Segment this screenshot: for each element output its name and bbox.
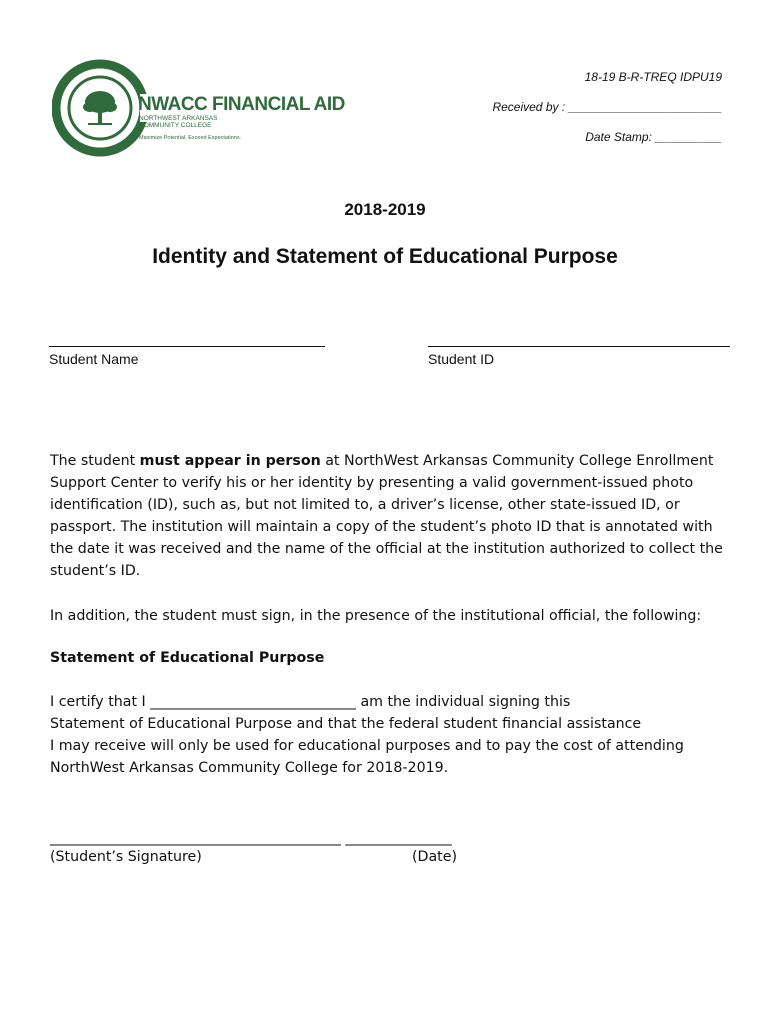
logo-emblem: [52, 58, 152, 158]
student-name-label: Student Name: [49, 351, 139, 367]
statement-heading: Statement of Educational Purpose: [50, 650, 325, 666]
logo-subtitle: NORTHWEST ARKANSAS COMMUNITY COLLEGE: [139, 115, 218, 129]
document-title: Identity and Statement of Educational Purpose: [152, 245, 618, 268]
received-by-field: Received by : _______________________: [492, 100, 722, 114]
form-code: 18-19 B-R-TREQ IDPU19: [584, 70, 722, 84]
document-year: 2018-2019: [344, 200, 426, 219]
certify-line-2: Statement of Educational Purpose and that the federal student financial assistance: [50, 716, 642, 732]
student-name-line: [49, 346, 325, 347]
logo-tagline: Maximize Potential. Exceed Expectations.: [139, 135, 242, 141]
certify-line-3: I may receive will only be used for educational purposes and to pay the cost of attending: [50, 738, 684, 754]
tree-icon: [83, 91, 117, 125]
date-label: (Date): [412, 849, 457, 865]
certify-line-4: NorthWest Arkansas Community College for 2018-2019.: [50, 760, 449, 776]
identity-paragraph: [50, 450, 730, 582]
p1-emphasis: must appear in person: [139, 453, 321, 469]
sign-instruction-paragraph: In addition, the student must sign, in the presence of the institutional official, the following:: [50, 608, 702, 624]
student-id-line: [428, 346, 730, 347]
signature-label: (Student’s Signature): [50, 849, 202, 865]
date-stamp-field: Date Stamp: __________: [585, 130, 722, 144]
student-id-label: Student ID: [428, 351, 495, 367]
nwacc-logo: [52, 58, 345, 158]
p1-rest: at NorthWest Arkansas Community College Enrollment Support Center to verify his or her identity by presenting a valid government-issued photo identification (ID), such as, but not limited to, a driver’s license, other state-issued ID, or passport. The institution will maintain a copy of the student’s photo ID that is annotated with the date it was received and the name of the official at the institution authorized to collect the student’s ID.: [50, 453, 723, 579]
signature-lines: _________________________________________ _______________: [50, 830, 452, 846]
p1-intro: The student: [50, 453, 140, 469]
certify-line-1: I certify that I _____________________________ am the individual signing this: [50, 694, 571, 710]
logo-title: NWACC FINANCIAL AID: [138, 94, 345, 115]
